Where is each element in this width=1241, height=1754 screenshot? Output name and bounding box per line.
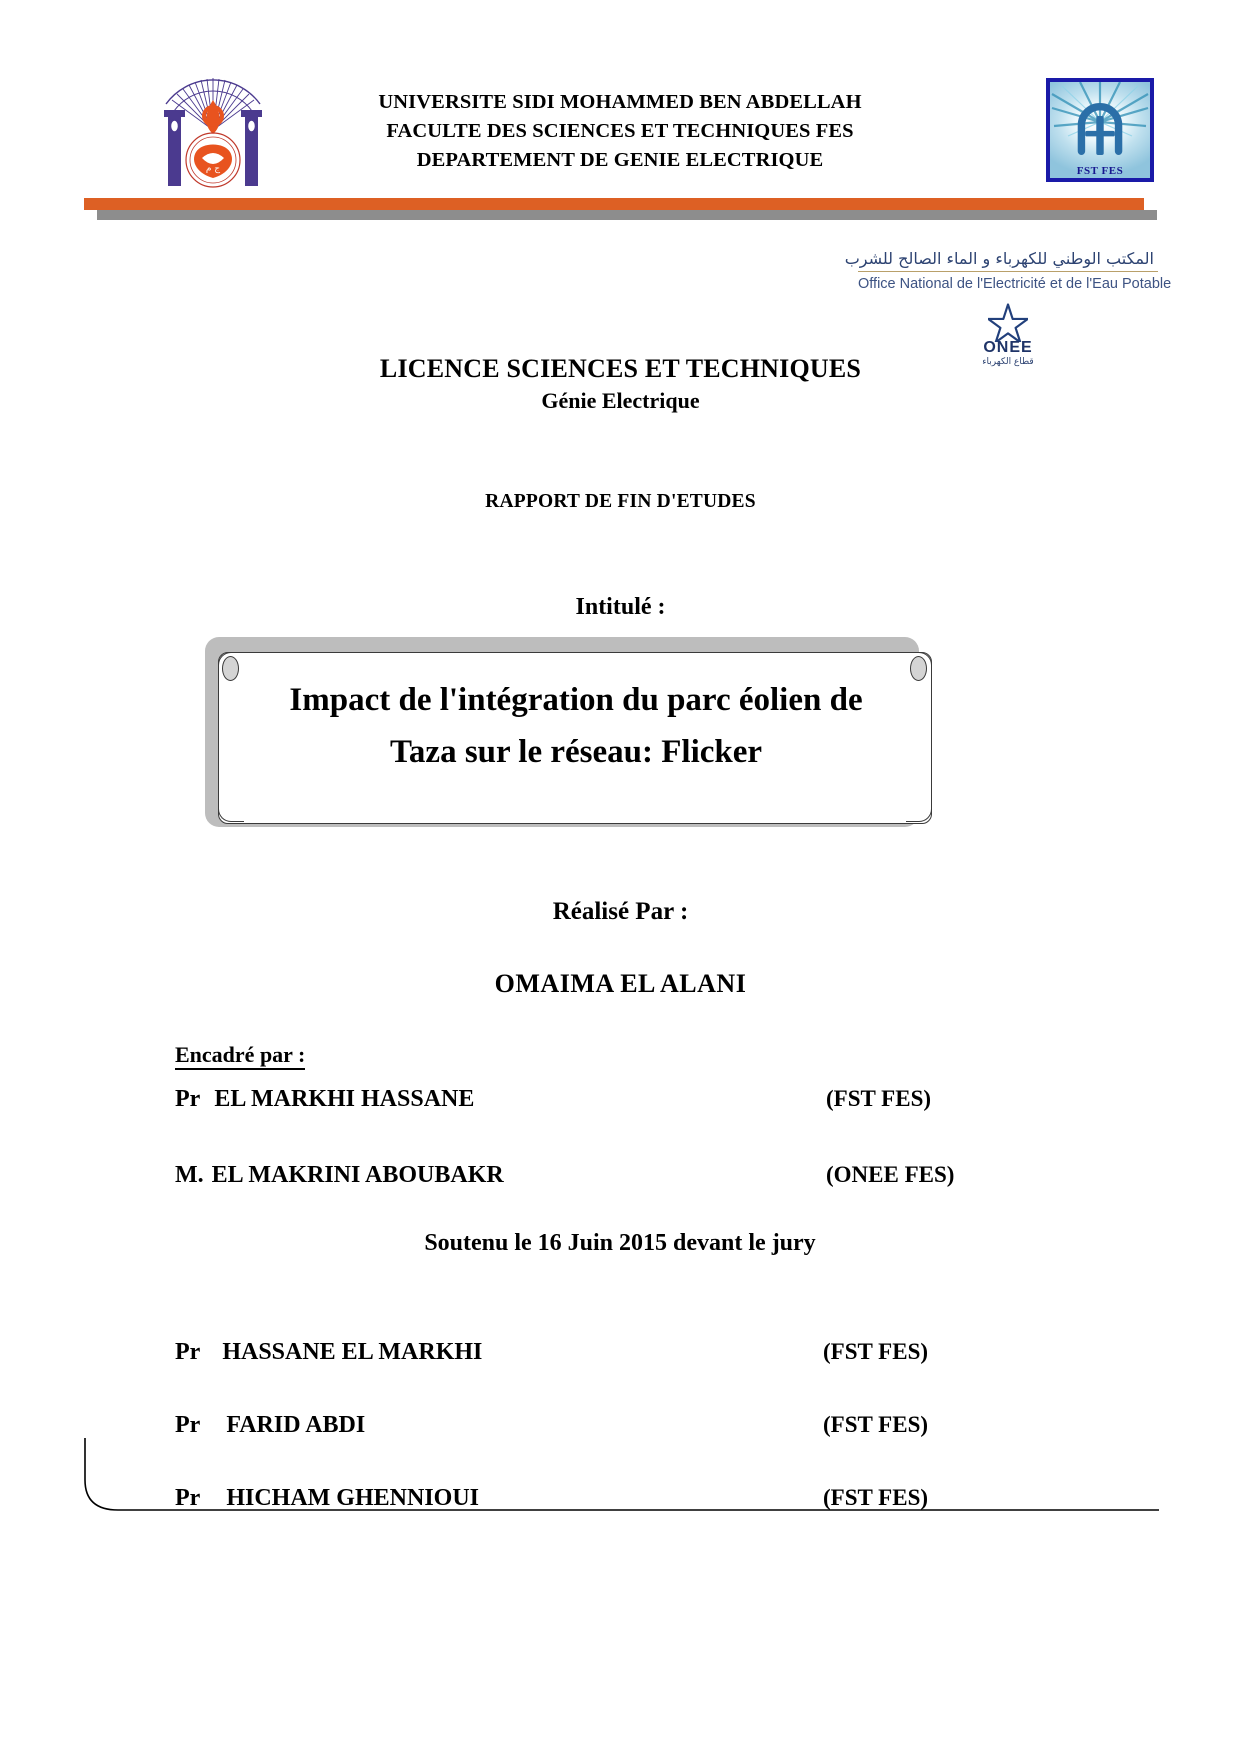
report-type: RAPPORT DE FIN D'ETUDES <box>485 491 756 512</box>
title-scroll-banner <box>205 637 935 837</box>
header-divider <box>84 198 1157 224</box>
jury-name: HICHAM GHENNIOUI <box>226 1485 479 1511</box>
author-name: OMAIMA EL ALANI <box>494 969 747 998</box>
onee-sector-arabic: قطاع الكهرباء <box>982 357 1034 367</box>
page-frame-svg <box>84 1438 1159 1558</box>
morocco-star-icon <box>988 302 1028 342</box>
supervisor-affiliation: (FST FES) <box>826 1086 932 1111</box>
page-header <box>0 60 1241 200</box>
supervisors-label <box>175 1042 1065 1068</box>
supervisor-title: Pr <box>175 1086 201 1112</box>
supervisor-affiliation: (ONEE FES) <box>826 1162 955 1187</box>
fst-fes-logo-icon <box>1046 78 1154 182</box>
usmba-university-logo-icon <box>152 74 274 192</box>
institution-line-2: FACULTE DES SCIENCES ET TECHNIQUES FES <box>386 120 854 142</box>
report-title-line-1: Impact de l'intégration du parc éolien de <box>289 682 863 718</box>
institution-line-3: DEPARTEMENT DE GENIE ELECTRIQUE <box>416 149 824 171</box>
onee-acronym: ONEE <box>983 339 1033 356</box>
supervisor-name: EL MARKHI HASSANE <box>214 1086 475 1112</box>
supervisor-name: EL MAKRINI ABOUBAKR <box>211 1162 504 1188</box>
onee-partner-logo <box>844 248 1172 370</box>
svg-text:ج م: ج م <box>205 164 221 174</box>
jury-affiliation: (FST FES) <box>823 1339 929 1364</box>
institution-line-1: UNIVERSITE SIDI MOHAMMED BEN ABDELLAH <box>378 91 862 113</box>
jury-name: HASSANE EL MARKHI <box>222 1339 483 1365</box>
onee-arabic-title: المكتب الوطني للكهرباء و الماء الصالح للشرب <box>844 249 1154 268</box>
scroll-right-curl <box>906 652 932 822</box>
title-label: Intitulé : <box>575 594 666 620</box>
divider-gray-shadow <box>97 210 1157 220</box>
institution-titles <box>290 88 950 175</box>
jury-title: Pr <box>175 1485 201 1511</box>
jury-name: FARID ABDI <box>226 1412 366 1438</box>
jury-title: Pr <box>175 1412 201 1438</box>
author-label: Réalisé Par : <box>552 898 689 925</box>
fst-fes-caption: FST FES <box>1076 165 1124 177</box>
fst-arch-symbol <box>1074 103 1126 155</box>
jury-title: Pr <box>175 1339 201 1365</box>
jury-affiliation: (FST FES) <box>823 1485 929 1510</box>
divider-orange-bar <box>84 198 1144 210</box>
supervisor-row <box>175 1086 1065 1113</box>
usmba-logo-svg <box>152 74 274 192</box>
supervisor-title: M. <box>175 1162 204 1188</box>
jury-row <box>175 1412 1065 1439</box>
page-bottom-frame <box>84 1438 1159 1558</box>
jury-affiliation: (FST FES) <box>823 1412 929 1437</box>
diploma-specialty: Génie Electrique <box>541 388 700 413</box>
supervisor-row <box>175 1162 1065 1189</box>
jury-row <box>175 1339 1065 1366</box>
scroll-left-curl <box>218 652 244 822</box>
report-title <box>251 674 901 778</box>
defense-date-label: Soutenu le 16 Juin 2015 devant le jury <box>424 1230 816 1256</box>
diploma-name: LICENCE SCIENCES ET TECHNIQUES <box>379 354 862 383</box>
report-title-line-2: Taza sur le réseau: Flicker <box>389 734 763 770</box>
onee-french-title: Office National de l'Electricité et de l'Eau Potable <box>858 271 1158 294</box>
supervisors-label-text: Encadré par : <box>175 1042 305 1070</box>
